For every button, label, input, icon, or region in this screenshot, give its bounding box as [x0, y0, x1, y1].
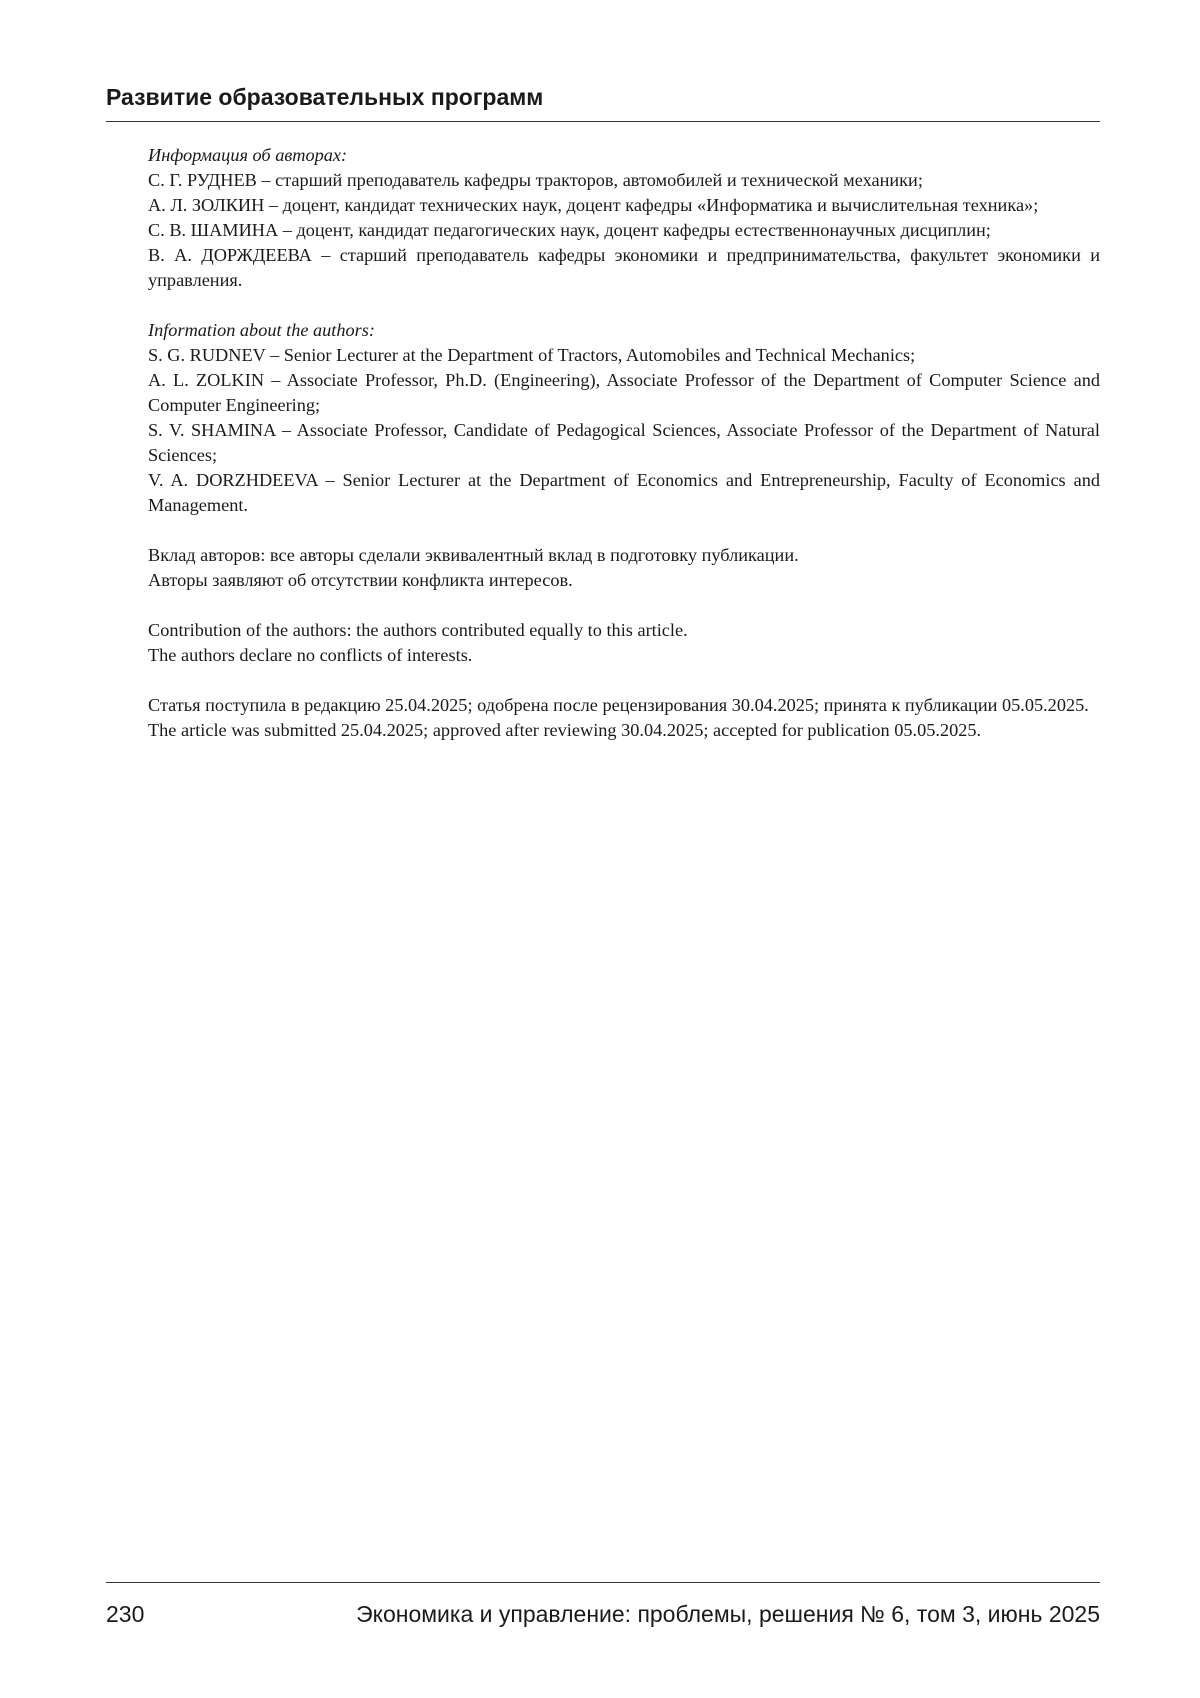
author-entry-ru-dorzhdeeva: В. А. ДОРЖДЕЕВА – старший преподаватель кафедры экономики и предпринимательства, факультет экономики и управления. [148, 245, 1100, 290]
contribution-ru [148, 543, 1100, 593]
conflict-statement-ru: Авторы заявляют об отсутствии конфликта интересов. [148, 570, 573, 590]
running-header: Развитие образовательных программ [106, 84, 544, 110]
conflict-statement-en: The authors declare no conflicts of interests. [148, 645, 473, 665]
author-entry-ru-rudnev: С. Г. РУДНЕВ – старший преподаватель кафедры тракторов, автомобилей и технической механики; [148, 170, 923, 190]
journal-issue-info: Экономика и управление: проблемы, решения № 6, том 3, июнь 2025 [356, 1601, 1100, 1627]
article-dates [148, 693, 1100, 743]
article-back-matter [148, 143, 1100, 743]
page-number: 230 [106, 1601, 145, 1627]
authors-info-ru-title: Информация об авторах: [148, 145, 348, 165]
article-dates-en: The article was submitted 25.04.2025; approved after reviewing 30.04.2025; accepted for publication 05.05.2025. [148, 720, 982, 740]
author-entry-en-zolkin: A. L. ZOLKIN – Associate Professor, Ph.D. (Engineering), Associate Professor of the Department of Computer Science and Computer Engineering; [148, 370, 1100, 415]
header-divider [106, 121, 1100, 122]
author-entry-en-dorzhdeeva: V. A. DORZHDEEVA – Senior Lecturer at the Department of Economics and Entrepreneurship, Faculty of Economics and Management. [148, 470, 1100, 515]
author-entry-ru-zolkin: А. Л. ЗОЛКИН – доцент, кандидат технических наук, доцент кафедры «Информатика и вычислительная техника»; [148, 195, 1039, 215]
contribution-statement-ru: Вклад авторов: все авторы сделали эквивалентный вклад в подготовку публикации. [148, 545, 799, 565]
contribution-statement-en: Contribution of the authors: the authors contributed equally to this article. [148, 620, 688, 640]
author-entry-en-shamina: S. V. SHAMINA – Associate Professor, Candidate of Pedagogical Sciences, Associate Professor of the Department of Natural Sciences; [148, 420, 1100, 465]
authors-info-en [148, 318, 1100, 518]
author-entry-en-rudnev: S. G. RUDNEV – Senior Lecturer at the Department of Tractors, Automobiles and Technical Mechanics; [148, 345, 916, 365]
article-dates-ru: Статья поступила в редакцию 25.04.2025; одобрена после рецензирования 30.04.2025; принята к публикации 05.05.2025. [148, 695, 1089, 715]
authors-info-en-title: Information about the authors: [148, 320, 375, 340]
authors-info-ru [148, 143, 1100, 293]
footer-divider [106, 1582, 1100, 1583]
contribution-en [148, 618, 1100, 668]
author-entry-ru-shamina: С. В. ШАМИНА – доцент, кандидат педагогических наук, доцент кафедры естественнонаучных дисциплин; [148, 220, 991, 240]
